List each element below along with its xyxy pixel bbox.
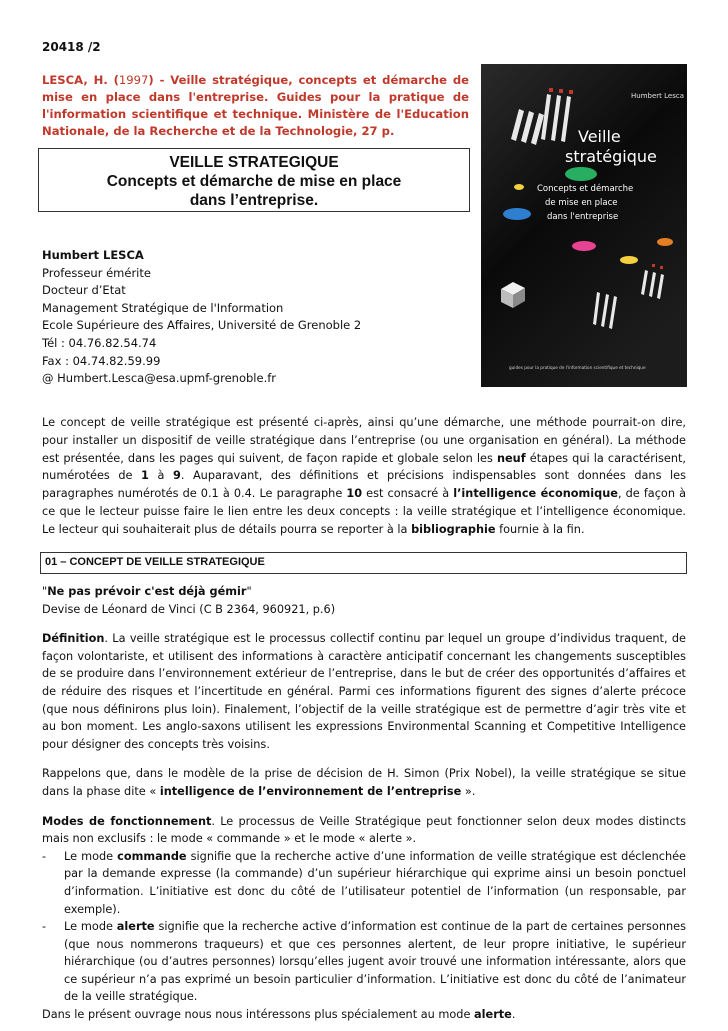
author-line: Management Stratégique de l'Information: [42, 300, 284, 315]
cover-title-1: Veille: [578, 127, 621, 146]
document-reference-number: 20418 /2: [42, 40, 101, 54]
list-item: - Le mode commande signifie que la recherche active d’une information de veille stratégique est déclenchée par la demande expresse (la commande) d’un supérieur hiérarchique qui exprime ainsi un besoin ponctuel d’information. L’initiative est donc du côté de l’utilisateur potentiel de l’information (un responsable, par exemple).: [42, 849, 687, 916]
modes-list: [42, 848, 686, 1006]
author-email: @ Humbert.Lesca@esa.upmf-grenoble.fr: [42, 371, 277, 386]
cover-blue-disk: [503, 208, 531, 220]
document-title-box: [38, 148, 470, 212]
citation-details: ) - Veille stratégique, concepts et démarche de mise en place dans l'entreprise. Guides pour la pratique de l'information scientifique et technique. Ministère de l'Education Nationale, de la Recherche et de la Technologie, 27 p.: [42, 73, 469, 138]
title-line-1: VEILLE STRATEGIQUE: [169, 154, 339, 171]
book-cover-image: [481, 64, 687, 387]
cover-subtitle-2: de mise en place: [545, 198, 618, 208]
author-info: [42, 247, 472, 388]
section-heading: 01 – CONCEPT DE VEILLE STRATEGIQUE: [40, 552, 687, 574]
definition-paragraph: Définition. La veille stratégique est le processus collectif continu par lequel un groupe d’individus traquent, de façon volontariste, et utilisent des informations à caractère anticipatif concernant les changements susceptibles de se produire dans l’environnement extérieur de l’entreprise, dans le but de créer des opportunités d’affaires et de réduire des risques et l’incertitude en général. Parmi ces informations figurent des signes d’alerte précoce (que nous définirons plus loin). Finalement, l’objectif de la veille stratégique est de permettre d’agir très vite et au bon moment. Les anglo-saxons utilisent les expressions Environmental Scanning et Competitive Intelligence pour désigner des concepts très voisins.: [42, 632, 686, 751]
author-line: Docteur d’Etat: [42, 283, 126, 298]
simon-paragraph: Rappelons que, dans le modèle de la prise de décision de H. Simon (Prix Nobel), la veille stratégique se situe dans la phase dite « intelligence de l’environnement de l’entreprise ».: [42, 767, 686, 798]
title-line-3: dans l’entreprise.: [189, 192, 319, 209]
list-item: - Le mode alerte signifie que la recherche active d’information est continue de la part de certaines personnes (que nous nommerons traqueurs) et que ces personnes alertent, de leur propre initiative, le supérieur hiérarchique (ou d’autres personnes) lorsqu’elles jugent avoir trouvé une information intéressante, alors que ce supérieur n’a pas exprimé un besoin particulier d’information. L’initiative est donc du côté de l’animateur de la veille stratégique.: [42, 920, 686, 1004]
author-line: Professeur émérite: [42, 265, 151, 280]
cover-subtitle-1: Concepts et démarche: [537, 184, 634, 194]
author-name: Humbert LESCA: [42, 248, 144, 262]
cover-footer: guides pour la pratique de l'information scientifique et technique: [509, 365, 646, 370]
modes-paragraph: Modes de fonctionnement. Le processus de Veille Stratégique peut fonctionner selon deux modes distincts mais non exclusifs : le mode « commande » et le mode « alerte ». - Le mode commande signifie que la recherche active d’une information de veille stratégique est déclenchée par la demande expresse (la commande) d’un supérieur hiérarchique qui exprime ainsi un besoin ponctuel d’information. L’initiative est donc du côté de l’utilisateur potentiel de l’information (un responsable, par exemple). - Le mode alerte signifie que la recherche active d’information est continue de la part de certaines personnes (que nous nommerons traqueurs) et que ces personnes alertent, de leur propre initiative, le supérieur hiérarchique (ou d’autres personnes) lorsqu’elles jugent avoir trouvé une information intéressante, alors que ce supérieur n’a pas exprimé un besoin particulier d’information. L’initiative est donc du côté de l’animateur de la veille stratégique. Dans le présent ouvrage nous nous intéressons plus spécialement au mode alerte.: [42, 813, 686, 1024]
quote-block: "Ne pas prévoir c'est déjà gémir" Devise de Léonard de Vinci (C B 2364, 960921, p.6): [42, 585, 336, 616]
author-phone: Tél : 04.76.82.54.74: [42, 335, 157, 350]
cover-subtitle-3: dans l'entreprise: [547, 212, 619, 222]
cover-author: Humbert Lesca: [631, 92, 684, 100]
quote-source: Devise de Léonard de Vinci (C B 2364, 960921, p.6): [42, 602, 336, 616]
author-fax: Fax : 04.74.82.59.99: [42, 353, 161, 368]
cover-title-2: stratégique: [565, 147, 657, 166]
intro-paragraph: Le concept de veille stratégique est présenté ci-après, ainsi qu’une démarche, une méthode pourrait-on dire, pour installer un dispositif de veille stratégique dans l’entreprise (ou une organisation en général). La méthode est présentée, dans les pages qui suivent, de façon rapide et globale selon les neuf étapes qui la caractérisent, numérotées de 1 à 9. Auparavant, des définitions et précisions indispensables sont données dans les paragraphes numérotés de 0.1 à 0.4. Le paragraphe 10 est consacré à l’intelligence économique, de façon à ce que le lecteur puisse faire le lien entre les deux concepts : la veille stratégique et l’intelligence économique. Le lecteur qui souhaiterait plus de détails pourra se reporter à la bibliographie fournie à la fin.: [42, 416, 687, 536]
citation-year: 1997: [118, 73, 149, 87]
bibliographic-citation: [42, 72, 469, 140]
citation-author: LESCA, H. (: [42, 73, 119, 87]
quote-text: Ne pas prévoir c'est déjà gémir: [47, 585, 247, 598]
modes-closing: Dans le présent ouvrage nous nous intéressons plus spécialement au mode alerte.: [42, 1008, 516, 1022]
author-line: Ecole Supérieure des Affaires, Université de Grenoble 2: [42, 318, 362, 333]
section-body: [42, 583, 686, 1024]
book-cover-illustration: [481, 64, 687, 387]
cover-green-disk: [565, 167, 597, 181]
title-line-2: Concepts et démarche de mise en place: [106, 173, 402, 190]
